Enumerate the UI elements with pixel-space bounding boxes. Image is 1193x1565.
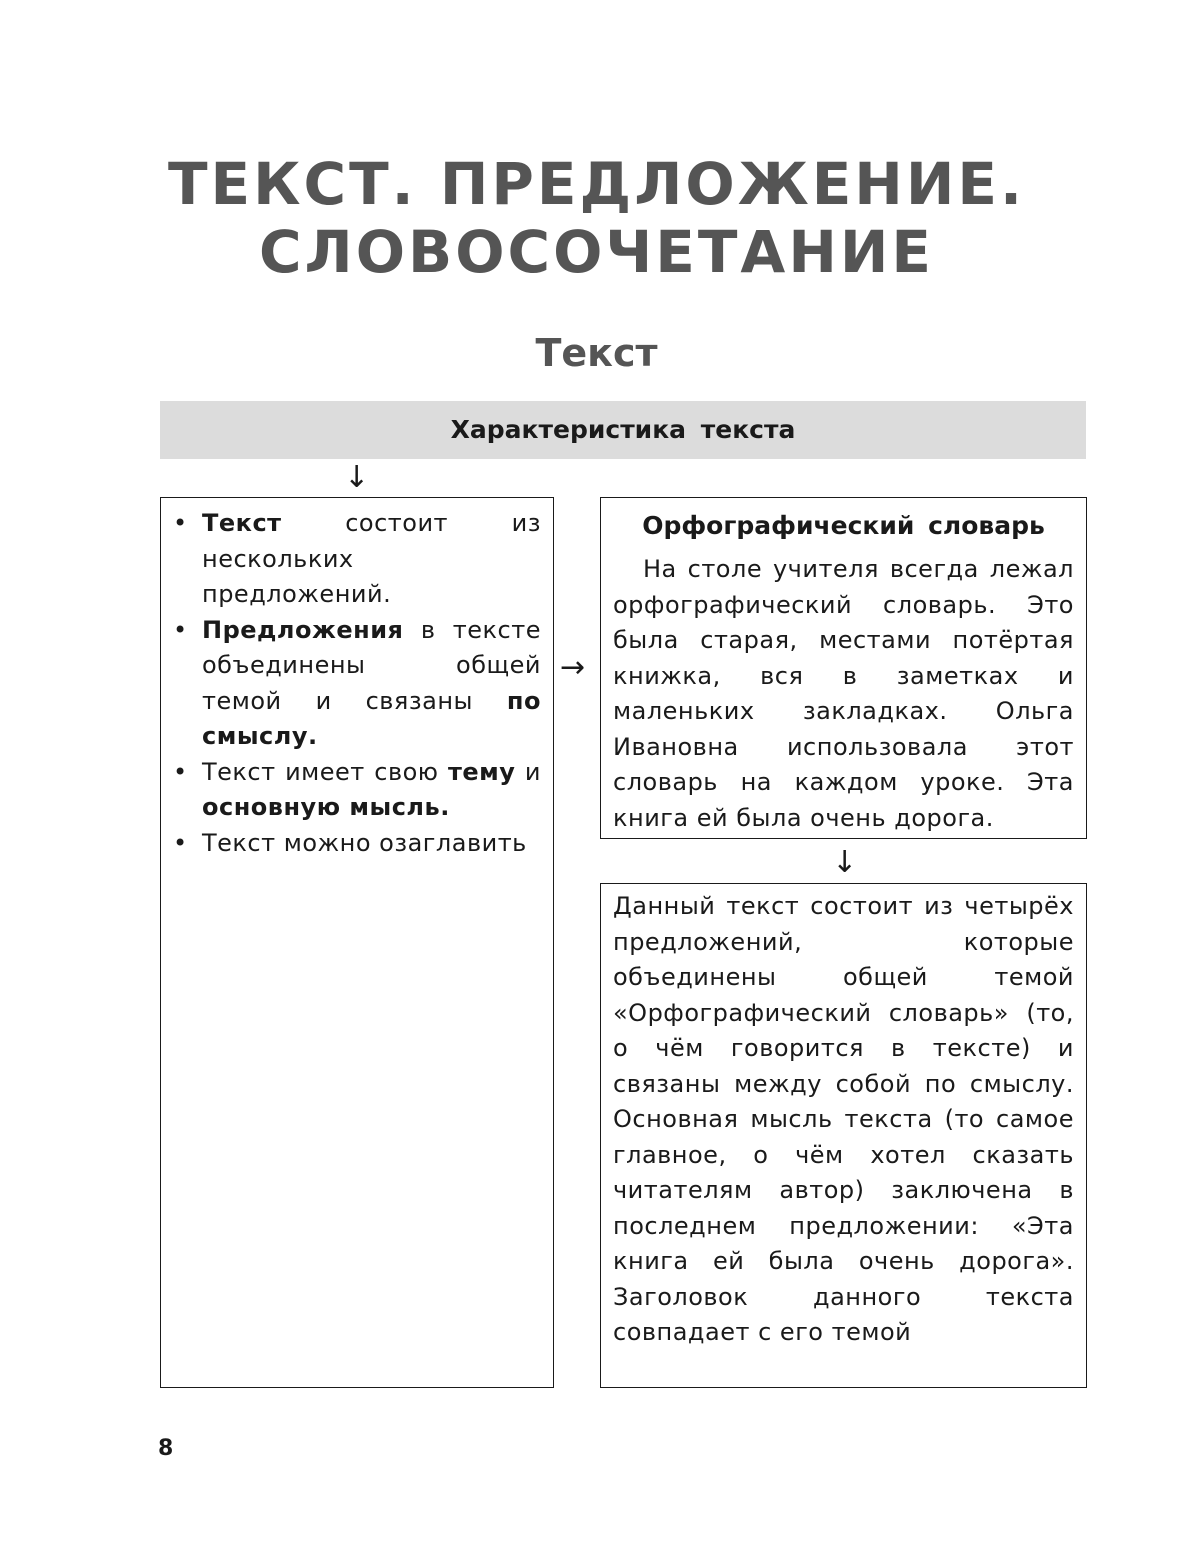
feature-text: Текст можно озаглавить	[202, 828, 527, 857]
analysis-text: Данный текст состоит из четырёх предложений, которые объединены общей темой «Орфографический словарь» (то, о чём говорится в тексте) и связаны между собой по смыслу. Основная мысль текста (то самое главное, о чём хотел сказать читателям автор) заключена в последнем предложении: «Эта книга ей была очень дорога». Заголовок данного текста совпадает с его темой	[613, 892, 1074, 1346]
page-number: 8	[158, 1436, 174, 1461]
features-box	[160, 497, 554, 1388]
feature-term: по смыслу.	[202, 686, 541, 750]
arrow-down-icon-2: ↓	[832, 845, 858, 880]
feature-item	[173, 613, 541, 755]
feature-term: Предложения	[202, 615, 404, 644]
example-text-box	[600, 497, 1087, 839]
page-title-line-1: ТЕКСТ. ПРЕДЛОЖЕНИЕ.	[167, 150, 1026, 218]
page-title	[0, 150, 1193, 286]
page-title-line-2: СЛОВОСОЧЕТАНИЕ	[258, 218, 935, 286]
feature-term: основную мысль.	[202, 793, 450, 821]
example-text-body: На столе учителя всегда лежал орфографический словарь. Это была старая, местами потёртая книжка, вся в заметках и маленьких закладках. Ольга Ивановна использовала этот словарь на каждом уроке. Эта книга ей была очень дорога.	[613, 555, 1074, 832]
analysis-box	[600, 883, 1087, 1388]
feature-text: в тексте объединены общей темой и связаны	[202, 615, 541, 715]
characteristics-band: Характеристика текста	[160, 401, 1086, 459]
feature-term: Текст	[202, 509, 282, 537]
feature-text: состоит из нескольких предложений.	[202, 509, 541, 608]
feature-item	[173, 826, 541, 862]
feature-item	[173, 755, 541, 826]
feature-term: тему	[447, 757, 516, 786]
section-subtitle: Текст	[535, 331, 658, 375]
feature-text: и	[515, 757, 541, 786]
example-text-title: Орфографический словарь	[642, 511, 1045, 540]
features-list	[173, 506, 541, 861]
feature-item	[173, 506, 541, 613]
arrow-right-icon: →	[560, 650, 586, 685]
feature-text: Текст имеет свою	[202, 757, 448, 786]
arrow-down-icon: ↓	[344, 460, 370, 495]
